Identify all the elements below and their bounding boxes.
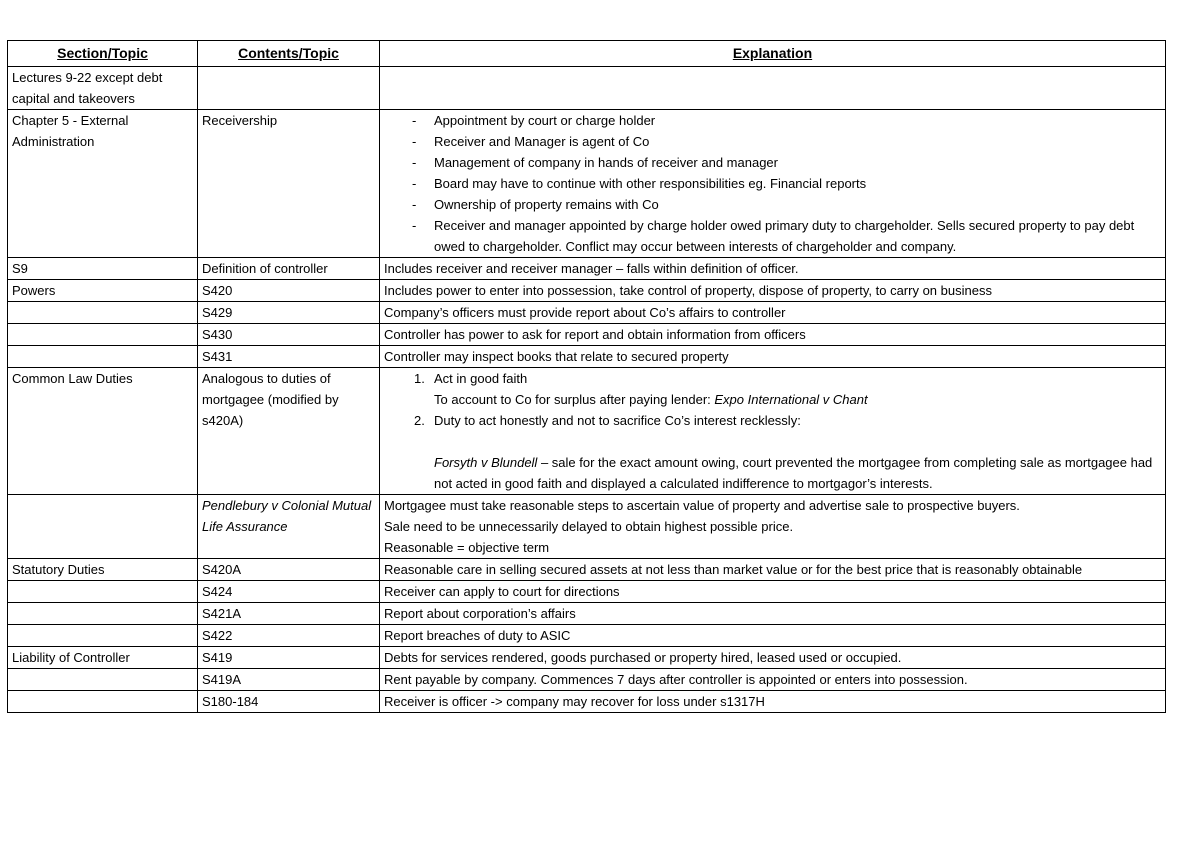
section-cell: [8, 669, 198, 691]
list-text: Duty to act honestly and not to sacrifice Co’s interest recklessly:: [434, 413, 801, 428]
spacer: [384, 431, 1161, 452]
section-cell: S9: [8, 258, 198, 280]
table-row: [8, 346, 1166, 368]
section-cell: Common Law Duties: [8, 368, 198, 495]
section-cell: [8, 495, 198, 559]
table-row: [8, 110, 1166, 258]
explanation-cell: Reasonable care in selling secured assets at not less than market value or for the best price that is reasonably obtainable: [380, 559, 1166, 581]
explanation-cell: Company’s officers must provide report about Co’s affairs to controller: [380, 302, 1166, 324]
explanation-cell: Rent payable by company. Commences 7 days after controller is appointed or enters into possession.: [380, 669, 1166, 691]
sub-text: To account to Co for surplus after paying lender:: [434, 392, 715, 407]
bullet-list: [384, 110, 1161, 257]
explanation-cell: Includes receiver and receiver manager – falls within definition of officer.: [380, 258, 1166, 280]
table-row: [8, 669, 1166, 691]
list-number: 1.: [414, 371, 425, 386]
case-paragraph: [384, 452, 1161, 494]
explanation-cell: Includes power to enter into possession, take control of property, dispose of property, to carry on business: [380, 280, 1166, 302]
table-row: [8, 581, 1166, 603]
section-cell: Lectures 9-22 except debt capital and takeovers: [8, 67, 198, 110]
case-citation: Pendlebury v Colonial Mutual Life Assurance: [202, 498, 372, 534]
contents-cell: S431: [198, 346, 380, 368]
case-citation: Expo International v Chant: [714, 392, 868, 407]
section-cell: Statutory Duties: [8, 559, 198, 581]
explanation-cell: Controller has power to ask for report and obtain information from officers: [380, 324, 1166, 346]
explanation-cell: Report breaches of duty to ASIC: [380, 625, 1166, 647]
list-item: - Receiver and manager appointed by charge holder owed primary duty to chargeholder. Sells secured property to pay debt owed to chargeholder. Conflict may occur between interests of chargeholder and company.: [384, 215, 1161, 257]
contents-cell: S421A: [198, 603, 380, 625]
table-row: [8, 603, 1166, 625]
sub-paragraph: [384, 389, 1161, 410]
header-explanation: Explanation: [380, 41, 1166, 67]
header-row: [8, 41, 1166, 67]
contents-cell: S419A: [198, 669, 380, 691]
section-cell: Chapter 5 - External Administration: [8, 110, 198, 258]
list-item: - Receiver and Manager is agent of Co: [384, 131, 1161, 152]
table-row: [8, 258, 1166, 280]
explanation-line: Sale need to be unnecessarily delayed to obtain highest possible price.: [384, 519, 794, 534]
case-text: – sale for the exact amount owing, court prevented the mortgagee from completing sale as mortgagee had not acted in good faith and displayed a calculated indifference to mortgagor’s interests.: [434, 455, 1153, 491]
list-number: 2.: [414, 413, 425, 428]
case-citation: Forsyth v Blundell: [434, 455, 538, 470]
explanation-cell: Receiver is officer -> company may recover for loss under s1317H: [380, 691, 1166, 713]
table-row: [8, 559, 1166, 581]
numbered-list: [384, 410, 1161, 431]
list-text: Act in good faith: [434, 371, 528, 386]
contents-cell: S429: [198, 302, 380, 324]
contents-cell: Analogous to duties of mortgagee (modified by s420A): [198, 368, 380, 495]
explanation-cell: [380, 67, 1166, 110]
header-contents: Contents/Topic: [198, 41, 380, 67]
header-section: Section/Topic: [8, 41, 198, 67]
contents-cell: S180-184: [198, 691, 380, 713]
explanation-line: Mortgagee must take reasonable steps to ascertain value of property and advertise sale to prospective buyers.: [384, 498, 1020, 513]
explanation-cell: [380, 368, 1166, 495]
section-cell: [8, 324, 198, 346]
contents-cell: S424: [198, 581, 380, 603]
table-row: [8, 625, 1166, 647]
table-row: [8, 324, 1166, 346]
explanation-cell: Controller may inspect books that relate to secured property: [380, 346, 1166, 368]
contents-cell: Receivership: [198, 110, 380, 258]
list-item: - Ownership of property remains with Co: [384, 194, 1161, 215]
contents-cell: S430: [198, 324, 380, 346]
table-row: [8, 67, 1166, 110]
section-cell: Powers: [8, 280, 198, 302]
contents-cell: [198, 67, 380, 110]
explanation-cell: [380, 110, 1166, 258]
table-row: [8, 647, 1166, 669]
contents-cell: S420: [198, 280, 380, 302]
contents-cell: Definition of controller: [198, 258, 380, 280]
table-row: [8, 280, 1166, 302]
table-row: [8, 495, 1166, 559]
table-row: [8, 302, 1166, 324]
contents-cell: S419: [198, 647, 380, 669]
section-cell: [8, 581, 198, 603]
explanation-cell: Receiver can apply to court for directions: [380, 581, 1166, 603]
explanation-cell: [380, 495, 1166, 559]
explanation-line: Reasonable = objective term: [384, 540, 550, 555]
list-item: - Appointment by court or charge holder: [384, 110, 1161, 131]
section-cell: [8, 346, 198, 368]
list-item: [384, 368, 1161, 389]
explanation-cell: Report about corporation’s affairs: [380, 603, 1166, 625]
section-cell: [8, 302, 198, 324]
section-cell: [8, 625, 198, 647]
numbered-list: [384, 368, 1161, 389]
section-cell: [8, 603, 198, 625]
list-item: [384, 410, 1161, 431]
list-item: - Board may have to continue with other responsibilities eg. Financial reports: [384, 173, 1161, 194]
contents-cell: S422: [198, 625, 380, 647]
list-item: - Management of company in hands of receiver and manager: [384, 152, 1161, 173]
explanation-cell: Debts for services rendered, goods purchased or property hired, leased used or occupied.: [380, 647, 1166, 669]
table-row: [8, 691, 1166, 713]
notes-table: [7, 40, 1166, 713]
section-cell: Liability of Controller: [8, 647, 198, 669]
contents-cell: S420A: [198, 559, 380, 581]
contents-cell: [198, 495, 380, 559]
table-row: [8, 368, 1166, 495]
section-cell: [8, 691, 198, 713]
